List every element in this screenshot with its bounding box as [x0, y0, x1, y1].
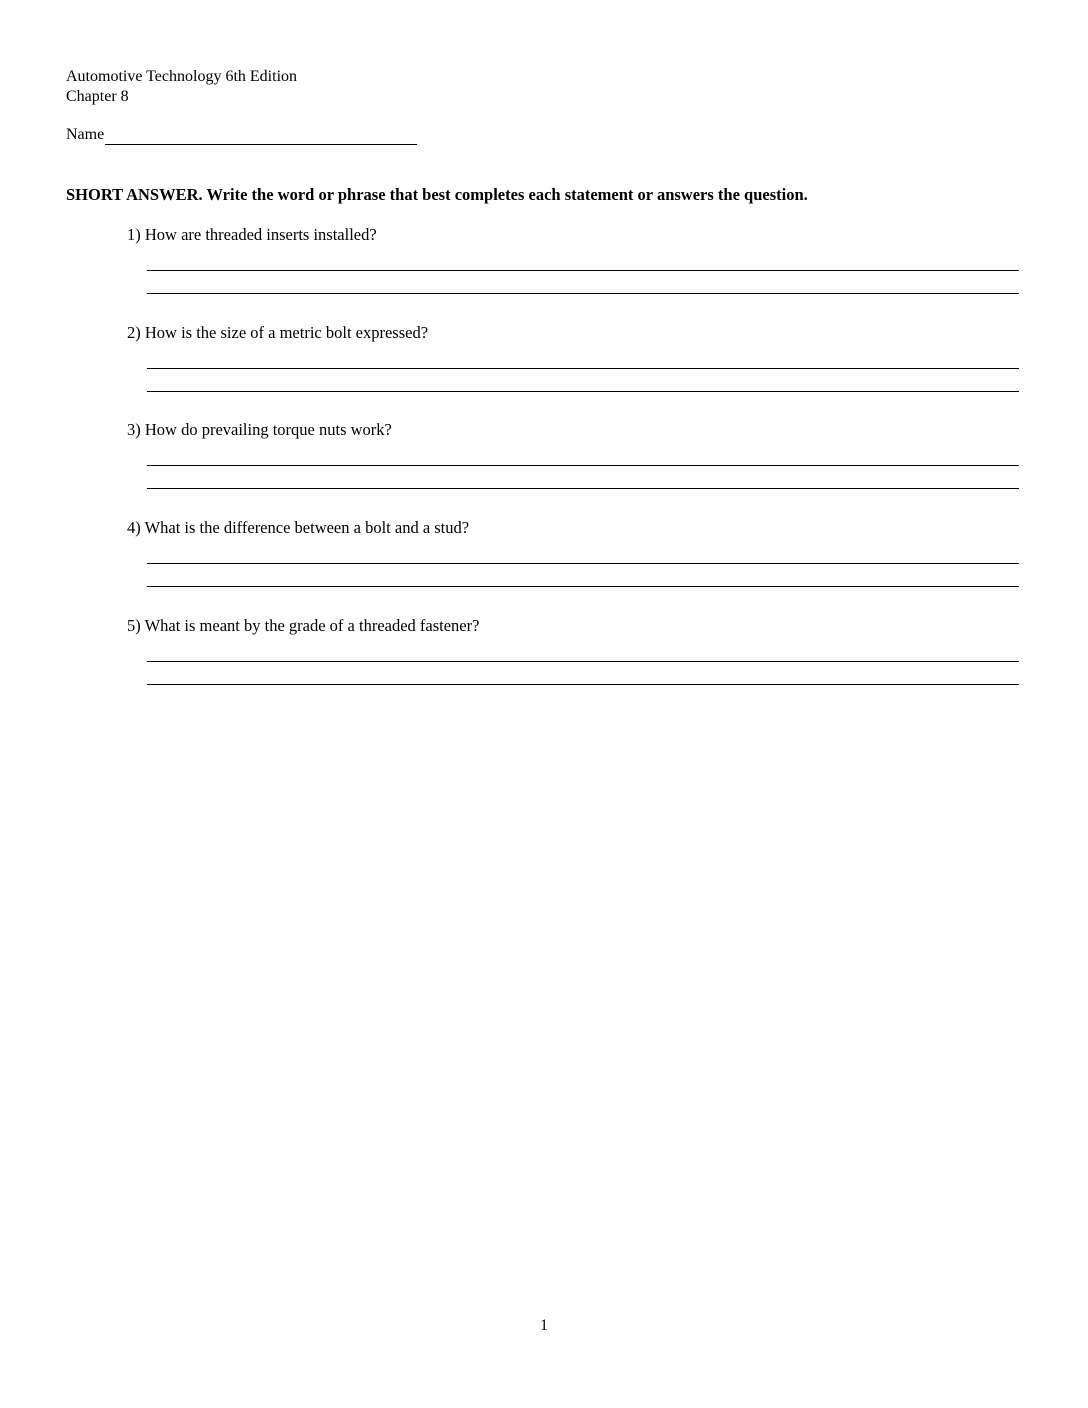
answer-line[interactable]	[147, 391, 1019, 392]
question-text: 1) How are threaded inserts installed?	[127, 225, 377, 244]
course-title: Automotive Technology 6th Edition	[66, 68, 298, 85]
question-item	[127, 518, 1019, 538]
question-text: 4) What is the difference between a bolt and a stud?	[127, 518, 470, 537]
name-row	[66, 125, 417, 145]
answer-line[interactable]	[147, 293, 1019, 294]
question-item	[127, 225, 1019, 245]
answer-line[interactable]	[147, 586, 1019, 587]
answer-line[interactable]	[147, 488, 1019, 489]
answer-line[interactable]	[147, 563, 1019, 564]
answer-line[interactable]	[147, 661, 1019, 662]
answer-line[interactable]	[147, 368, 1019, 369]
question-text: 5) What is meant by the grade of a threaded fastener?	[127, 616, 480, 635]
page-number: 1	[540, 1317, 548, 1334]
answer-line[interactable]	[147, 465, 1019, 466]
question-item	[127, 323, 1019, 343]
answer-line[interactable]	[147, 684, 1019, 685]
chapter-label: Chapter 8	[66, 88, 129, 105]
name-input-line[interactable]	[105, 125, 417, 145]
question-text: 3) How do prevailing torque nuts work?	[127, 420, 392, 439]
name-label: Name	[66, 126, 105, 143]
question-item	[127, 616, 1019, 636]
section-instructions: SHORT ANSWER. Write the word or phrase that best completes each statement or answers the question.	[66, 185, 808, 204]
question-item	[127, 420, 1019, 440]
question-text: 2) How is the size of a metric bolt expressed?	[127, 323, 429, 342]
answer-line[interactable]	[147, 270, 1019, 271]
